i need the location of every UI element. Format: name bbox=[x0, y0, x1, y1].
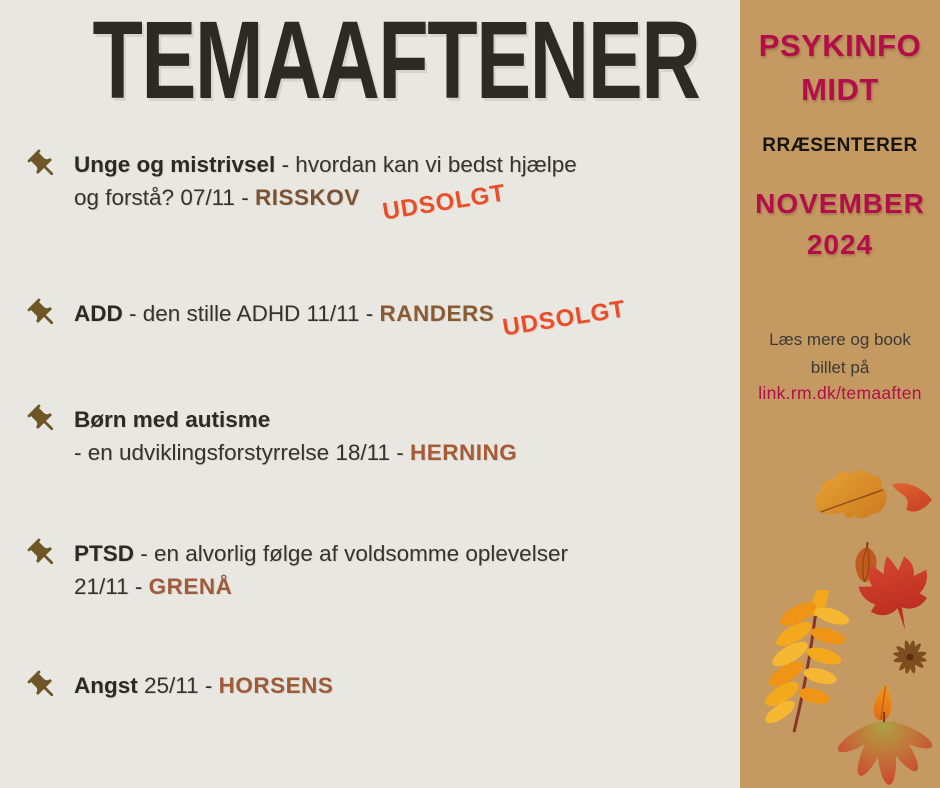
event-item bbox=[26, 148, 726, 226]
soldout-badge: UDSOLGT bbox=[500, 295, 628, 342]
event-description: 21/11 - bbox=[74, 574, 149, 599]
cta-line-2: billet på bbox=[810, 358, 870, 377]
cta-line-1: Læs mere og book bbox=[769, 330, 911, 349]
maple-leaf-icon bbox=[850, 547, 940, 639]
event-text bbox=[74, 295, 628, 342]
event-line bbox=[74, 537, 568, 570]
star-anise-icon bbox=[887, 636, 933, 678]
sidebar bbox=[740, 0, 940, 788]
brand-line-2: MIDT bbox=[801, 72, 879, 107]
cta-text bbox=[740, 326, 940, 382]
event-text bbox=[74, 669, 333, 702]
event-line bbox=[74, 297, 494, 330]
event-item bbox=[26, 403, 726, 469]
rowan-leaf-icon bbox=[754, 590, 858, 734]
event-title-text: ADD bbox=[74, 301, 123, 326]
event-title-text: Angst bbox=[74, 673, 138, 698]
event-line bbox=[74, 669, 333, 702]
event-item bbox=[26, 295, 726, 342]
pushpin-icon bbox=[26, 148, 60, 182]
poster-title: TEMAAFTENER bbox=[92, 0, 700, 122]
pushpin-icon bbox=[26, 297, 60, 331]
event-description: og forstå? 07/11 - bbox=[74, 185, 255, 210]
event-line bbox=[74, 570, 568, 603]
event-text bbox=[74, 403, 517, 469]
event-description: - hvordan kan vi bedst hjælpe bbox=[275, 152, 577, 177]
small-orange-leaf-icon bbox=[867, 681, 899, 726]
brand-line-1: PSYKINFO bbox=[758, 28, 922, 63]
event-line bbox=[74, 403, 517, 436]
event-city: RISSKOV bbox=[254, 185, 360, 210]
pushpin-icon bbox=[26, 537, 60, 571]
oak-leaf-icon bbox=[809, 462, 893, 528]
event-description: 25/11 - bbox=[137, 673, 219, 698]
booking-link[interactable]: link.rm.dk/temaaften bbox=[758, 383, 922, 403]
event-text bbox=[74, 148, 577, 226]
pushpin-icon bbox=[26, 403, 60, 437]
presents-label: RRÆSENTERER bbox=[762, 135, 918, 156]
event-city: HERNING bbox=[409, 440, 518, 465]
event-item bbox=[26, 537, 726, 603]
event-city: RANDERS bbox=[379, 301, 495, 326]
brand-name bbox=[740, 24, 940, 112]
event-line bbox=[74, 436, 517, 469]
event-city: GRENÅ bbox=[148, 574, 233, 599]
event-title-text: PTSD bbox=[74, 541, 135, 566]
pushpin-icon bbox=[26, 669, 60, 703]
event-title-text: Børn med autisme bbox=[74, 407, 271, 432]
physalis-icon bbox=[849, 541, 884, 585]
month-line-1: NOVEMBER bbox=[755, 188, 925, 219]
event-text bbox=[74, 537, 568, 603]
event-description: - en alvorlig følge af voldsomme oplevelser bbox=[134, 541, 568, 566]
event-city: HORSENS bbox=[218, 673, 334, 698]
small-red-leaf-icon bbox=[886, 478, 937, 518]
soldout-badge: UDSOLGT bbox=[380, 179, 508, 226]
creeper-leaf-icon bbox=[832, 712, 934, 788]
month-line-2: 2024 bbox=[806, 229, 874, 260]
month-label bbox=[740, 183, 940, 265]
event-description: - den stille ADHD 11/11 - bbox=[122, 301, 380, 326]
event-description: - en udviklingsforstyrrelse 18/11 - bbox=[74, 440, 410, 465]
event-title-text: Unge og mistrivsel bbox=[74, 152, 276, 177]
event-item bbox=[26, 669, 726, 703]
